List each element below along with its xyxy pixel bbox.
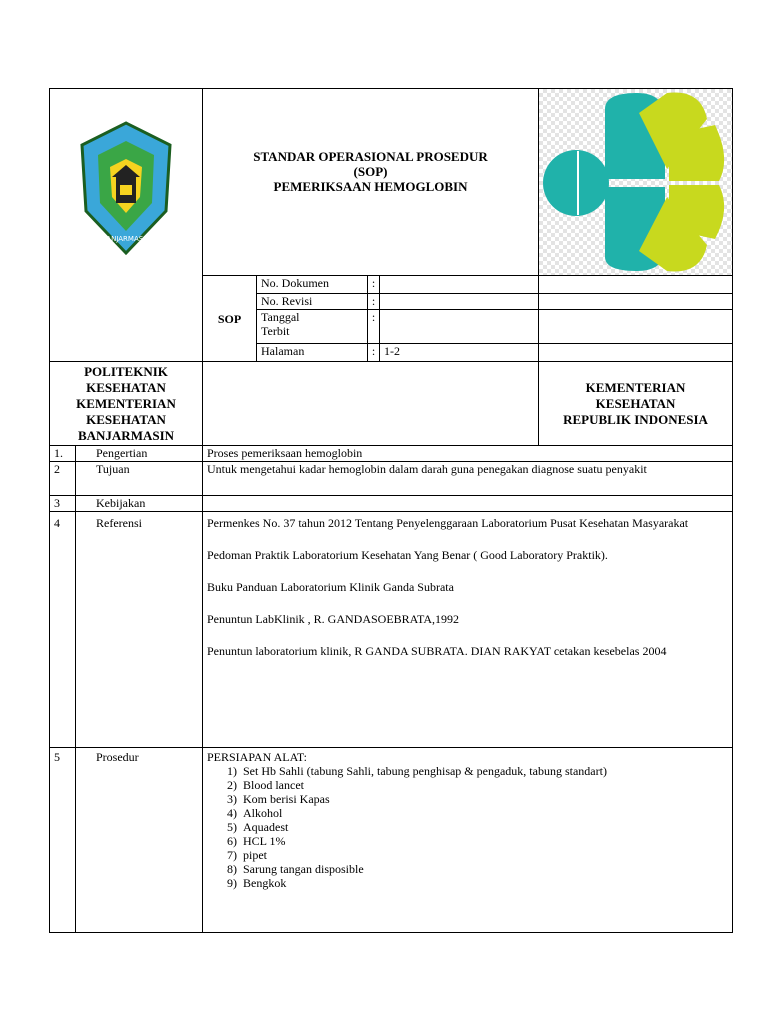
item-text: HCL 1% — [243, 834, 286, 848]
row-content-pengertian: Proses pemeriksaan hemoglobin — [203, 446, 733, 462]
item-text: Kom berisi Kapas — [243, 792, 330, 806]
kemenkes-logo — [539, 89, 732, 275]
sop-label: SOP — [203, 276, 257, 362]
right-institution-line: REPUBLIK INDONESIA — [563, 411, 708, 427]
meta-label-terbit: Terbit — [261, 324, 290, 338]
procedure-heading: PERSIAPAN ALAT: — [207, 750, 307, 764]
meta-sep: : — [368, 276, 380, 294]
row-content-prosedur — [203, 748, 733, 933]
item-number: 4) — [227, 806, 237, 820]
item-number: 1) — [227, 764, 237, 778]
kemenkes-logo-cell — [539, 89, 733, 276]
row-number: 5 — [50, 748, 76, 933]
meta-blank — [539, 310, 733, 344]
list-item — [207, 764, 728, 778]
meta-label-halaman: Halaman — [257, 344, 368, 362]
row-content-referensi — [203, 512, 733, 748]
item-text: pipet — [243, 848, 267, 862]
meta-blank — [539, 276, 733, 294]
right-institution-line: KEMENTERIAN — [585, 379, 686, 395]
left-institution-line: BANJARMASIN — [77, 427, 175, 443]
item-text: Sarung tangan disposible — [243, 862, 364, 876]
left-institution-name — [50, 362, 203, 446]
meta-label-tanggal: Tanggal — [261, 310, 300, 324]
meta-sep: : — [368, 344, 380, 362]
list-item — [207, 848, 728, 862]
item-number: 7) — [227, 848, 237, 862]
svg-text:BANJARMASIN: BANJARMASIN — [101, 234, 151, 243]
item-number: 9) — [227, 876, 237, 890]
meta-value-tanggal-terbit — [380, 310, 539, 344]
reference-item: Penuntun laboratorium klinik, R GANDA SUBRATA. DIAN RAKYAT cetakan kesebelas 2004 — [207, 644, 667, 658]
meta-value-halaman: 1-2 — [380, 344, 539, 362]
list-item — [207, 792, 728, 806]
item-text: Bengkok — [243, 876, 287, 890]
left-institution-line: KEMENTERIAN — [76, 395, 176, 411]
meta-label-tanggal-terbit — [257, 310, 368, 344]
procedure-list — [207, 764, 728, 890]
row-content-kebijakan — [203, 496, 733, 512]
item-number: 2) — [227, 778, 237, 792]
meta-value-no-dokumen — [380, 276, 539, 294]
item-text: Alkohol — [243, 806, 283, 820]
item-text: Blood lancet — [243, 778, 304, 792]
row-number: 3 — [50, 496, 76, 512]
row-label-pengertian: Pengertian — [76, 446, 203, 462]
left-institution-line: POLITEKNIK — [84, 363, 168, 379]
item-text: Set Hb Sahli (tabung Sahli, tabung penghisap & pengaduk, tabung standart) — [243, 764, 607, 778]
sop-title-line2: (SOP) — [353, 163, 388, 179]
row-content-tujuan: Untuk mengetahui kadar hemoglobin dalam darah guna penegakan diagnose suatu penyakit — [203, 462, 733, 496]
list-item — [207, 820, 728, 834]
meta-sep: : — [368, 310, 380, 344]
row-label-tujuan: Tujuan — [76, 462, 203, 496]
row-label-referensi: Referensi — [76, 512, 203, 748]
reference-item: Pedoman Praktik Laboratorium Kesehatan Yang Benar ( Good Laboratory Praktik). — [207, 548, 608, 562]
sop-table — [49, 88, 733, 933]
item-text: Aquadest — [243, 820, 289, 834]
reference-item: Permenkes No. 37 tahun 2012 Tentang Penyelenggaraan Laboratorium Pusat Kesehatan Masyarakat — [207, 516, 689, 530]
list-item — [207, 876, 728, 890]
sop-title-line1: STANDAR OPERASIONAL PROSEDUR — [253, 148, 488, 164]
meta-blank — [539, 294, 733, 310]
row-label-kebijakan: Kebijakan — [76, 496, 203, 512]
item-number: 8) — [227, 862, 237, 876]
meta-label-no-revisi: No. Revisi — [257, 294, 368, 310]
sop-title-line3: PEMERIKSAAN HEMOGLOBIN — [273, 178, 468, 194]
meta-blank — [539, 344, 733, 362]
meta-sep: : — [368, 294, 380, 310]
item-number: 6) — [227, 834, 237, 848]
row-number: 2 — [50, 462, 76, 496]
sop-title-cell — [203, 89, 539, 276]
left-institution-line: KESEHATAN — [86, 411, 166, 427]
right-institution-line: KESEHATAN — [595, 395, 676, 411]
list-item — [207, 834, 728, 848]
reference-item: Buku Panduan Laboratorium Klinik Ganda Subrata — [207, 580, 454, 594]
list-item — [207, 806, 728, 820]
left-institution-line: KESEHATAN — [86, 379, 166, 395]
poltekkes-logo — [76, 119, 176, 259]
item-number: 3) — [227, 792, 237, 806]
poltekkes-logo-cell — [50, 89, 203, 362]
reference-item: Penuntun LabKlinik , R. GANDASOEBRATA,1992 — [207, 612, 460, 626]
institution-middle-blank — [203, 362, 539, 446]
list-item — [207, 778, 728, 792]
row-number: 1. — [50, 446, 76, 462]
row-number: 4 — [50, 512, 76, 748]
list-item — [207, 862, 728, 876]
meta-label-no-dokumen: No. Dokumen — [257, 276, 368, 294]
item-number: 5) — [227, 820, 237, 834]
row-label-prosedur: Prosedur — [76, 748, 203, 933]
meta-value-no-revisi — [380, 294, 539, 310]
right-institution-name — [539, 362, 733, 446]
